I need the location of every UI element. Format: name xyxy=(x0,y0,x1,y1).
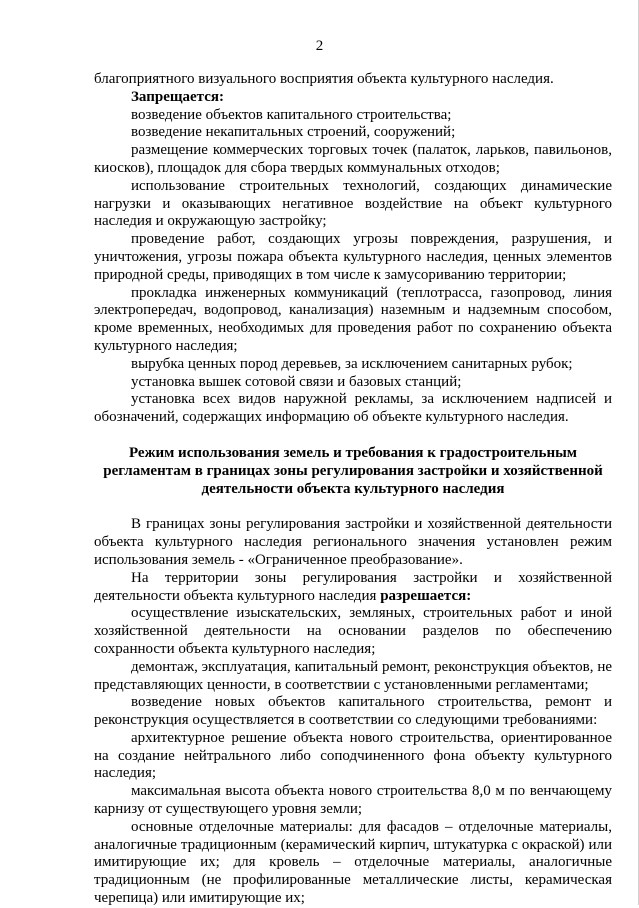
regime-paragraph: В границах зоны регулирования застройки и хозяйственной деятельности объекта культурного наследия регионального значения установлен режим использования земель - «Ограниченное преобразование». xyxy=(94,516,612,568)
prohibited-item: размещение коммерческих торговых точек (палаток, ларьков, павильонов, киосков), площадок для сбора твердых коммунальных отходов; xyxy=(94,142,612,176)
requirement-item: основные отделочные материалы: для фасадов – отделочные материалы, аналогичные традиционным (керамический кирпич, штукатурка с окраской) или имитирующие их; для кровель – отделочные материалы, аналогичные традиционным (не профилированные металлические листы, керамическая черепица) или имитирующие их; xyxy=(94,818,612,907)
section-heading: Режим использования земель и требования к градостроительным регламентам в границах зоны регулирования застройки и хозяйственной деятельности объекта культурного наследия xyxy=(103,444,603,497)
allowed-item: осуществление изыскательских, земляных, строительных работ и иной хозяйственной деятельности на основании разделов по обеспечению сохранности объекта культурного наследия; xyxy=(94,605,612,657)
requirement-item: архитектурное решение объекта нового строительства, ориентированное на создание нейтрального либо соподчиненного фона объекту культурного наследия; xyxy=(94,729,612,782)
allowed-item: возведение новых объектов капитального строительства, ремонт и реконструкция осуществляется в соответствии со следующими требованиями: xyxy=(94,694,612,729)
prohibited-item: вырубка ценных пород деревьев, за исключением санитарных рубок; xyxy=(131,355,573,372)
allowed-label: разрешается: xyxy=(380,587,472,604)
prohibited-heading: Запрещается: xyxy=(131,88,225,105)
prohibited-item: установка всех видов наружной рекламы, за исключением надписей и обозначений, содержащих информацию об объекте культурного наследия. xyxy=(94,391,612,426)
document-body xyxy=(94,71,612,908)
page-number: 2 xyxy=(315,38,324,54)
allowed-intro-paragraph xyxy=(94,570,612,606)
prohibited-item: возведение некапитальных строений, сооружений; xyxy=(131,124,456,141)
prohibited-item: проведение работ, создающих угрозы повреждения, разрушения, и уничтожения, угрозы пожара объекта культурного наследия, ценных элементов природной среды, приводящих в том числе к замусориванию территории; xyxy=(94,231,612,283)
prohibited-item: установка вышек сотовой связи и базовых станций; xyxy=(131,373,462,390)
paragraph-continuation: благоприятного визуального восприятия объекта культурного наследия. xyxy=(94,71,554,87)
allowed-item: демонтаж, эксплуатация, капитальный ремонт, реконструкция объектов, не представляющих ценности, в соответствии с установленными регламентами; xyxy=(94,658,612,693)
prohibited-item: возведение объектов капитального строительства; xyxy=(131,106,452,123)
prohibited-item: использование строительных технологий, создающих динамические нагрузки и оказывающих негативное воздействие на объект культурного наследия и окружающую застройку; xyxy=(94,177,612,230)
prohibited-item: прокладка инженерных коммуникаций (теплотрасса, газопровод, линия электропередач, водопровод, канализация) наземным и надземным способом, кроме временных, необходимых для проведения работ по сохранению объекта культурного наследия; xyxy=(94,284,612,354)
requirement-item: максимальная высота объекта нового строительства 8,0 м по венчающему карнизу от существующего уровня земли; xyxy=(94,783,612,818)
allowed-intro-text: На территории зоны регулирования застройки и хозяйственной деятельности объекта культурного наследия xyxy=(94,569,612,604)
